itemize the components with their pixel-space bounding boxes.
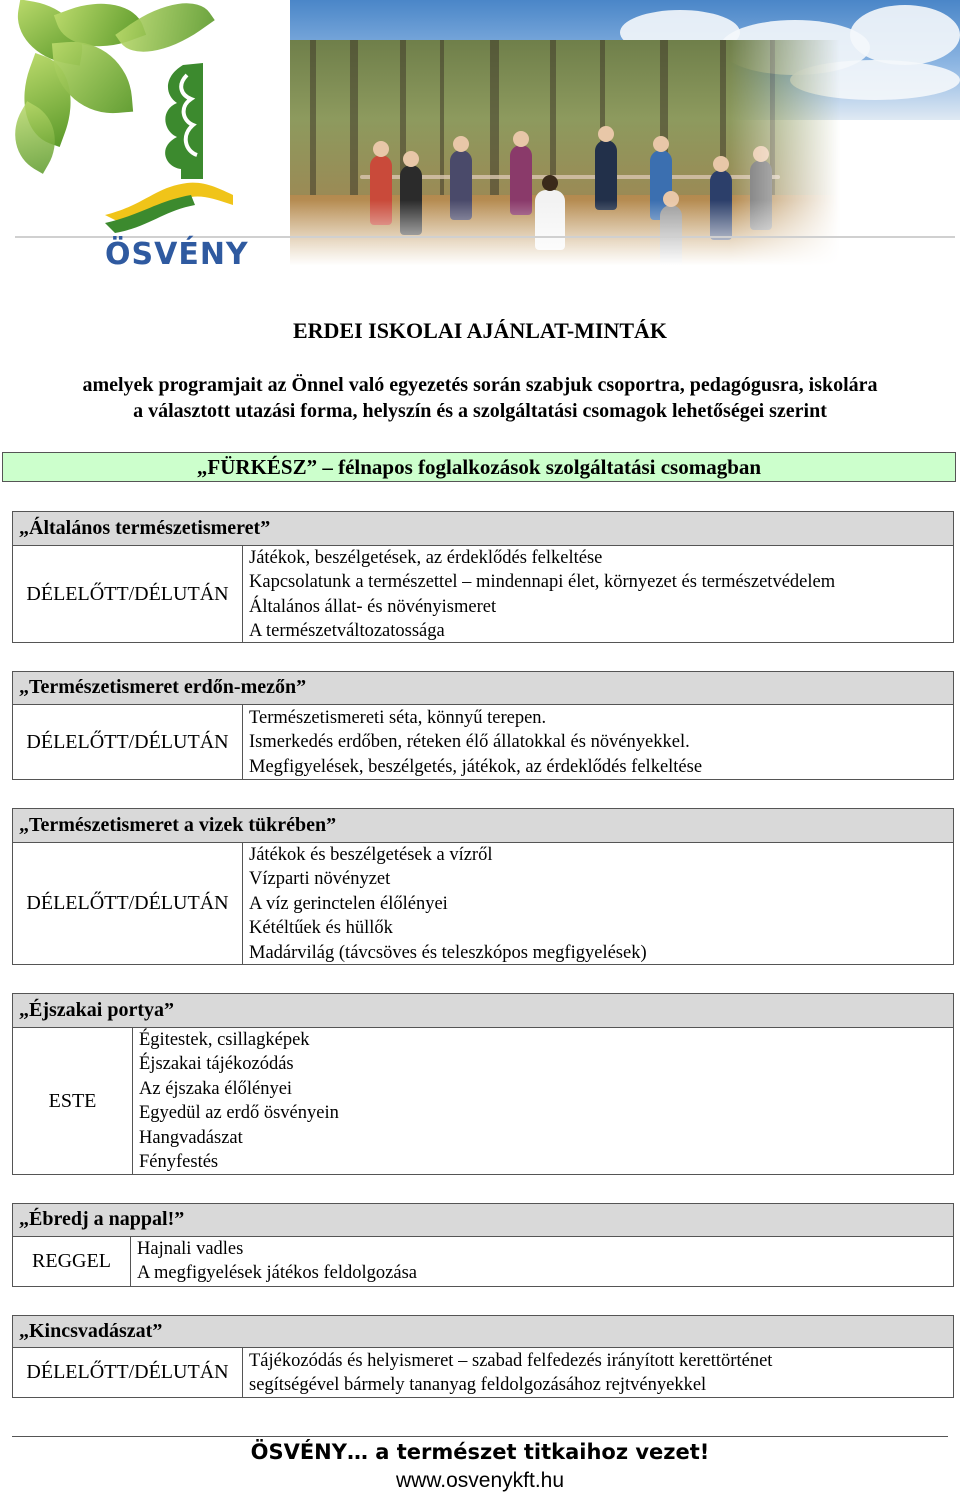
program-item: A víz gerinctelen élőlényei (249, 893, 448, 914)
program-item: Ismerkedés erdőben, réteken élő állatokkal és növényekkel. (249, 732, 690, 753)
program-item: Általános állat- és növényismeret (249, 596, 497, 617)
program-treasure-hunt (12, 1315, 954, 1398)
program-item: Éjszakai tájékozódás (139, 1054, 294, 1075)
program-items (243, 546, 953, 644)
program-items (243, 1349, 953, 1398)
program-night-patrol (12, 993, 954, 1175)
program-forest-meadow (12, 671, 954, 780)
program-item: Hajnali vadles (137, 1239, 244, 1259)
program-item: Megfigyelések, beszélgetés, játékok, az érdeklődés felkeltése (249, 756, 703, 777)
footer-divider (12, 1436, 948, 1437)
header-banner (0, 0, 960, 282)
program-item: Játékok, beszélgetések, az érdeklődés felkeltése (249, 548, 603, 568)
program-item: A megfigyelések játékos feldolgozása (137, 1263, 417, 1284)
program-item: Kétéltűek és hüllők (249, 918, 393, 939)
program-time: DÉLELŐTT/DÉLUTÁN (13, 1348, 243, 1397)
program-general-nature (12, 511, 954, 643)
program-item: Egyedül az erdő ösvényein (139, 1103, 339, 1124)
subtitle-line-1: amelyek programjait az Önnel való egyezetés során szabjuk csoportra, pedagógusra, iskolára (82, 374, 878, 396)
program-time: DÉLELŐTT/DÉLUTÁN (13, 546, 243, 642)
program-time: ESTE (13, 1028, 133, 1174)
program-item: A természetváltozatossága (249, 621, 445, 642)
program-item: Az éjszaka élőlényei (139, 1078, 293, 1099)
program-water (12, 808, 954, 965)
program-title: „Kincsvadászat” (13, 1316, 953, 1348)
footer-slogan: ÖSVÉNY… a természet titkaihoz vezet! (250, 1440, 710, 1464)
program-item: Hangvadászat (139, 1127, 243, 1148)
program-item: Természetismereti séta, könnyű terepen. (249, 708, 547, 728)
logo-text: ÖSVÉNY (105, 237, 249, 272)
program-wake-with-sun (12, 1203, 954, 1287)
program-items (131, 1237, 953, 1286)
program-title: „Éjszakai portya” (13, 994, 953, 1028)
page-subtitle (0, 372, 960, 424)
program-item: Madárvilág (távcsöves és teleszkópos megfigyelések) (249, 942, 647, 963)
osveny-logo (105, 55, 249, 275)
program-items (133, 1028, 953, 1174)
program-item: segítségével bármely tananyag feldolgozásához rejtvényekkel (249, 1375, 707, 1396)
program-title: „Természetismeret a vizek tükrében” (13, 809, 953, 843)
program-title: „Természetismeret erdőn-mezőn” (13, 672, 953, 705)
program-item: Kapcsolatunk a természettel – mindennapi élet, környezet és természetvédelem (249, 572, 836, 593)
program-item: Fényfestés (139, 1152, 219, 1173)
program-items (243, 843, 953, 965)
subtitle-line-2: a választott utazási forma, helyszín és a szolgáltatási csomagok lehetőségei szerint (133, 400, 827, 422)
footer-url[interactable]: www.osvenykft.hu (395, 1469, 565, 1492)
package-box: „FÜRKÉSZ” – félnapos foglalkozások szolgáltatási csomagban (2, 452, 956, 482)
page-title: ERDEI ISKOLAI AJÁNLAT-MINTÁK (292, 318, 668, 343)
program-title: „Ébredj a nappal!” (13, 1204, 953, 1237)
tree-path-logo-icon (105, 55, 245, 235)
program-item: Tájékozódás és helyismeret – szabad felfedezés irányított kerettörténet (249, 1351, 773, 1371)
program-time: DÉLELŐTT/DÉLUTÁN (13, 843, 243, 964)
program-item: Vízparti növényzet (249, 869, 391, 890)
program-item: Égitestek, csillagképek (139, 1030, 310, 1050)
program-time: REGGEL (13, 1237, 131, 1286)
program-item: Játékok és beszélgetések a vízről (249, 845, 493, 865)
program-time: DÉLELŐTT/DÉLUTÁN (13, 705, 243, 779)
program-items (243, 706, 953, 779)
program-title: „Általános természetismeret” (13, 512, 953, 546)
